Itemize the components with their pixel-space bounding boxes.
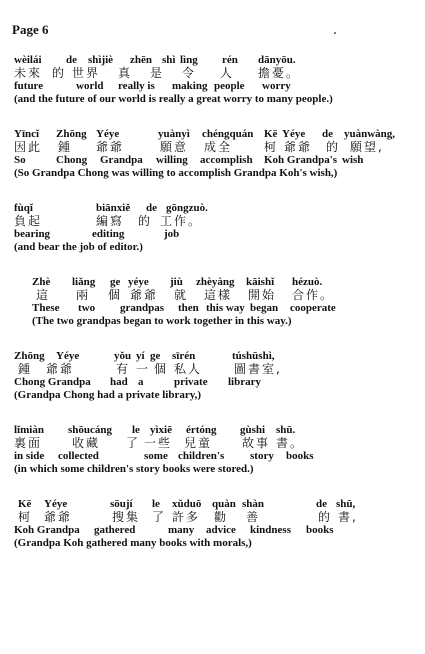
pinyin-word: biānxiě xyxy=(96,202,131,214)
gloss-word: children's xyxy=(178,450,225,462)
hanzi-word: 編寫 xyxy=(96,214,125,228)
gloss-word: future xyxy=(14,80,44,92)
translation-line: (Grandpa Chong had a private library,) xyxy=(14,389,202,401)
pinyin-word: quàn xyxy=(212,498,236,510)
pinyin-word: dānyōu. xyxy=(258,54,296,66)
pinyin-word: liǎng xyxy=(72,276,96,288)
hanzi-word: 的 xyxy=(326,140,341,154)
gloss-line xyxy=(14,450,419,463)
gloss-line xyxy=(14,524,419,537)
pinyin-word: fùqǐ xyxy=(14,202,33,214)
hanzi-word: 擔憂。 xyxy=(258,66,301,80)
pinyin-word: ge xyxy=(150,350,161,362)
pinyin-word: de xyxy=(322,128,333,140)
hanzi-word: 爺爺 xyxy=(130,288,159,302)
hanzi-word: 兒童 xyxy=(184,436,213,450)
gloss-word: Koh Grandpa's xyxy=(264,154,338,166)
pinyin-word: yìxiē xyxy=(150,424,172,436)
hanzi-word: 令 xyxy=(182,66,197,80)
hanzi-word: 未來 xyxy=(14,66,43,80)
hanzi-word: 鍾 xyxy=(58,140,73,154)
pinyin-word: rén xyxy=(222,54,238,66)
pinyin-word: de xyxy=(66,54,77,66)
pinyin-word: Zhōng xyxy=(56,128,87,140)
hanzi-word: 有 xyxy=(116,362,131,376)
pinyin-word: lǐmiàn xyxy=(14,424,44,436)
pinyin-word: de xyxy=(146,202,157,214)
hanzi-word: 圖書室, xyxy=(234,362,282,376)
gloss-word: Chong xyxy=(56,154,88,166)
translation-line: (and the future of our world is really a great worry to many people.) xyxy=(14,93,333,105)
hanzi-word: 願意 xyxy=(160,140,189,154)
gloss-word: cooperate xyxy=(290,302,336,314)
gloss-word: These xyxy=(32,302,60,314)
hanzi-word: 合作。 xyxy=(292,288,335,302)
gloss-word: collected xyxy=(58,450,99,462)
pinyin-word: xǔduō xyxy=(172,498,202,510)
pinyin-word: jiù xyxy=(170,276,183,288)
gloss-word: worry xyxy=(262,80,291,92)
hanzi-word: 這 xyxy=(36,288,51,302)
pinyin-word: ge xyxy=(110,276,121,288)
verse-block-7 xyxy=(14,498,419,550)
pinyin-word: yuànwàng, xyxy=(344,128,396,140)
hanzi-word: 負起 xyxy=(14,214,43,228)
pinyin-word: le xyxy=(132,424,140,436)
hanzi-word: 故事 xyxy=(242,436,271,450)
pinyin-word: Zhōng xyxy=(14,350,45,362)
gloss-word: gathered xyxy=(94,524,136,536)
gloss-word: books xyxy=(286,450,314,462)
hanzi-word: 兩 xyxy=(76,288,91,302)
gloss-word: making xyxy=(172,80,208,92)
pinyin-word: Yéye xyxy=(56,350,80,362)
gloss-word: job xyxy=(164,228,180,240)
pinyin-word: Yéye xyxy=(282,128,306,140)
pinyin-word: shìjiè xyxy=(88,54,114,66)
pinyin-word: Yéye xyxy=(44,498,68,510)
pinyin-word: shì xyxy=(162,54,176,66)
pinyin-word: chéngquán xyxy=(202,128,254,140)
hanzi-word: 柯 xyxy=(264,140,279,154)
pinyin-word: yéye xyxy=(128,276,149,288)
translation-line: (and bear the job of editor.) xyxy=(14,241,143,253)
hanzi-word: 勸 xyxy=(214,510,229,524)
gloss-word: editing xyxy=(92,228,125,240)
gloss-word: people xyxy=(214,80,245,92)
hanzi-word: 個 xyxy=(154,362,169,376)
pinyin-word: shū. xyxy=(276,424,296,436)
pinyin-word: sōují xyxy=(110,498,133,510)
pinyin-word: Zhè xyxy=(32,276,51,288)
hanzi-word: 裏面 xyxy=(14,436,43,450)
pinyin-word: túshūshì, xyxy=(232,350,275,362)
pinyin-word: hézuò. xyxy=(292,276,323,288)
gloss-line xyxy=(14,80,419,93)
verse-block-1 xyxy=(14,54,419,106)
hanzi-word: 願望, xyxy=(350,140,384,154)
gloss-word: grandpas xyxy=(120,302,165,314)
hanzi-word: 鍾 xyxy=(18,362,33,376)
hanzi-word: 這樣 xyxy=(204,288,233,302)
gloss-word: willing xyxy=(156,154,188,166)
hanzi-word: 書。 xyxy=(276,436,305,450)
verse-block-5 xyxy=(14,350,419,402)
gloss-word: began xyxy=(250,302,279,314)
hanzi-word: 收藏 xyxy=(72,436,101,450)
verse-block-4 xyxy=(32,276,419,328)
gloss-word: wish xyxy=(342,154,364,166)
hanzi-word: 的 xyxy=(318,510,333,524)
gloss-word: Grandpa xyxy=(100,154,143,166)
pinyin-word: Yīncǐ xyxy=(14,128,40,140)
hanzi-word: 的 xyxy=(52,66,67,80)
hanzi-word: 了 xyxy=(126,436,141,450)
hanzi-word: 私人 xyxy=(174,362,203,376)
hanzi-word: 是 xyxy=(150,66,165,80)
hanzi-word: 柯 xyxy=(18,510,33,524)
pinyin-word: Kē xyxy=(18,498,32,510)
hanzi-line xyxy=(14,363,419,376)
gloss-word: some xyxy=(144,450,168,462)
verse-block-2 xyxy=(14,128,419,180)
pinyin-word: gùshi xyxy=(240,424,266,436)
hanzi-word: 一些 xyxy=(144,436,173,450)
hanzi-line xyxy=(14,215,419,228)
hanzi-word: 爺爺 xyxy=(284,140,313,154)
pinyin-word: zhèyàng xyxy=(196,276,235,288)
gloss-word: then xyxy=(178,302,199,314)
gloss-word: private xyxy=(174,376,208,388)
gloss-word: Chong Grandpa xyxy=(14,376,91,388)
pinyin-word: yí xyxy=(136,350,145,362)
gloss-line xyxy=(14,228,419,241)
hanzi-word: 因此 xyxy=(14,140,43,154)
gloss-word: many xyxy=(168,524,195,536)
verse-block-3 xyxy=(14,202,419,254)
translation-line: (The two grandpas began to work together in this way.) xyxy=(32,315,292,327)
hanzi-word: 書, xyxy=(338,510,358,524)
gloss-word: had xyxy=(110,376,128,388)
hanzi-word: 了 xyxy=(152,510,167,524)
hanzi-word: 善 xyxy=(246,510,261,524)
gloss-line xyxy=(14,154,419,167)
translation-line: (So Grandpa Chong was willing to accomplish Grandpa Koh's wish,) xyxy=(14,167,338,179)
hanzi-word: 就 xyxy=(174,288,189,302)
scan-speck xyxy=(334,32,336,34)
gloss-word: in side xyxy=(14,450,45,462)
hanzi-line xyxy=(14,511,419,524)
pinyin-word: wèilái xyxy=(14,54,42,66)
pinyin-line xyxy=(14,350,419,363)
pinyin-word: gōngzuò. xyxy=(166,202,208,214)
hanzi-line xyxy=(14,141,419,154)
gloss-word: story xyxy=(250,450,274,462)
gloss-word: bearing xyxy=(14,228,51,240)
hanzi-word: 許多 xyxy=(172,510,201,524)
hanzi-line xyxy=(32,289,419,302)
pinyin-word: de xyxy=(316,498,327,510)
hanzi-word: 個 xyxy=(108,288,123,302)
verse-block-6 xyxy=(14,424,419,476)
gloss-word: Koh Grandpa xyxy=(14,524,80,536)
gloss-word: this way xyxy=(206,302,245,314)
hanzi-word: 人 xyxy=(220,66,235,80)
translation-line: (Grandpa Koh gathered many books with morals,) xyxy=(14,537,252,549)
hanzi-word: 爺爺 xyxy=(44,510,73,524)
hanzi-word: 開始 xyxy=(248,288,277,302)
hanzi-line xyxy=(14,437,419,450)
pinyin-word: shàn xyxy=(242,498,265,510)
hanzi-word: 真 xyxy=(118,66,133,80)
hanzi-word: 搜集 xyxy=(112,510,141,524)
gloss-line xyxy=(14,376,419,389)
gloss-word: books xyxy=(306,524,334,536)
pinyin-word: Yéye xyxy=(96,128,120,140)
gloss-word: library xyxy=(228,376,261,388)
gloss-word: So xyxy=(14,154,26,166)
pinyin-word: sīrén xyxy=(172,350,196,362)
pinyin-word: shū, xyxy=(336,498,356,510)
hanzi-word: 成全 xyxy=(204,140,233,154)
gloss-word: accomplish xyxy=(200,154,253,166)
pinyin-line xyxy=(14,202,419,215)
gloss-line xyxy=(32,302,419,315)
gloss-word: a xyxy=(138,376,144,388)
pinyin-word: shōucáng xyxy=(68,424,113,436)
gloss-word: kindness xyxy=(250,524,291,536)
hanzi-word: 世界 xyxy=(72,66,101,80)
pinyin-word: zhēn xyxy=(130,54,152,66)
gloss-word: two xyxy=(78,302,96,314)
gloss-word: really is xyxy=(118,80,155,92)
pinyin-word: yǒu xyxy=(114,350,132,362)
hanzi-line xyxy=(14,67,419,80)
pinyin-word: le xyxy=(152,498,160,510)
gloss-word: world xyxy=(76,80,104,92)
page-number: Page 6 xyxy=(12,22,49,37)
pinyin-word: yuànyì xyxy=(158,128,190,140)
hanzi-word: 的 xyxy=(138,214,153,228)
hanzi-word: 工作。 xyxy=(160,214,203,228)
hanzi-word: 爺爺 xyxy=(96,140,125,154)
pinyin-word: kāishǐ xyxy=(246,276,275,288)
pinyin-word: értóng xyxy=(186,424,217,436)
hanzi-word: 一 xyxy=(136,362,151,376)
gloss-word: advice xyxy=(206,524,236,536)
pinyin-word: lìng xyxy=(180,54,198,66)
translation-line: (in which some children's story books were stored.) xyxy=(14,463,254,475)
hanzi-word: 爺爺 xyxy=(46,362,75,376)
pinyin-word: Kē xyxy=(264,128,278,140)
